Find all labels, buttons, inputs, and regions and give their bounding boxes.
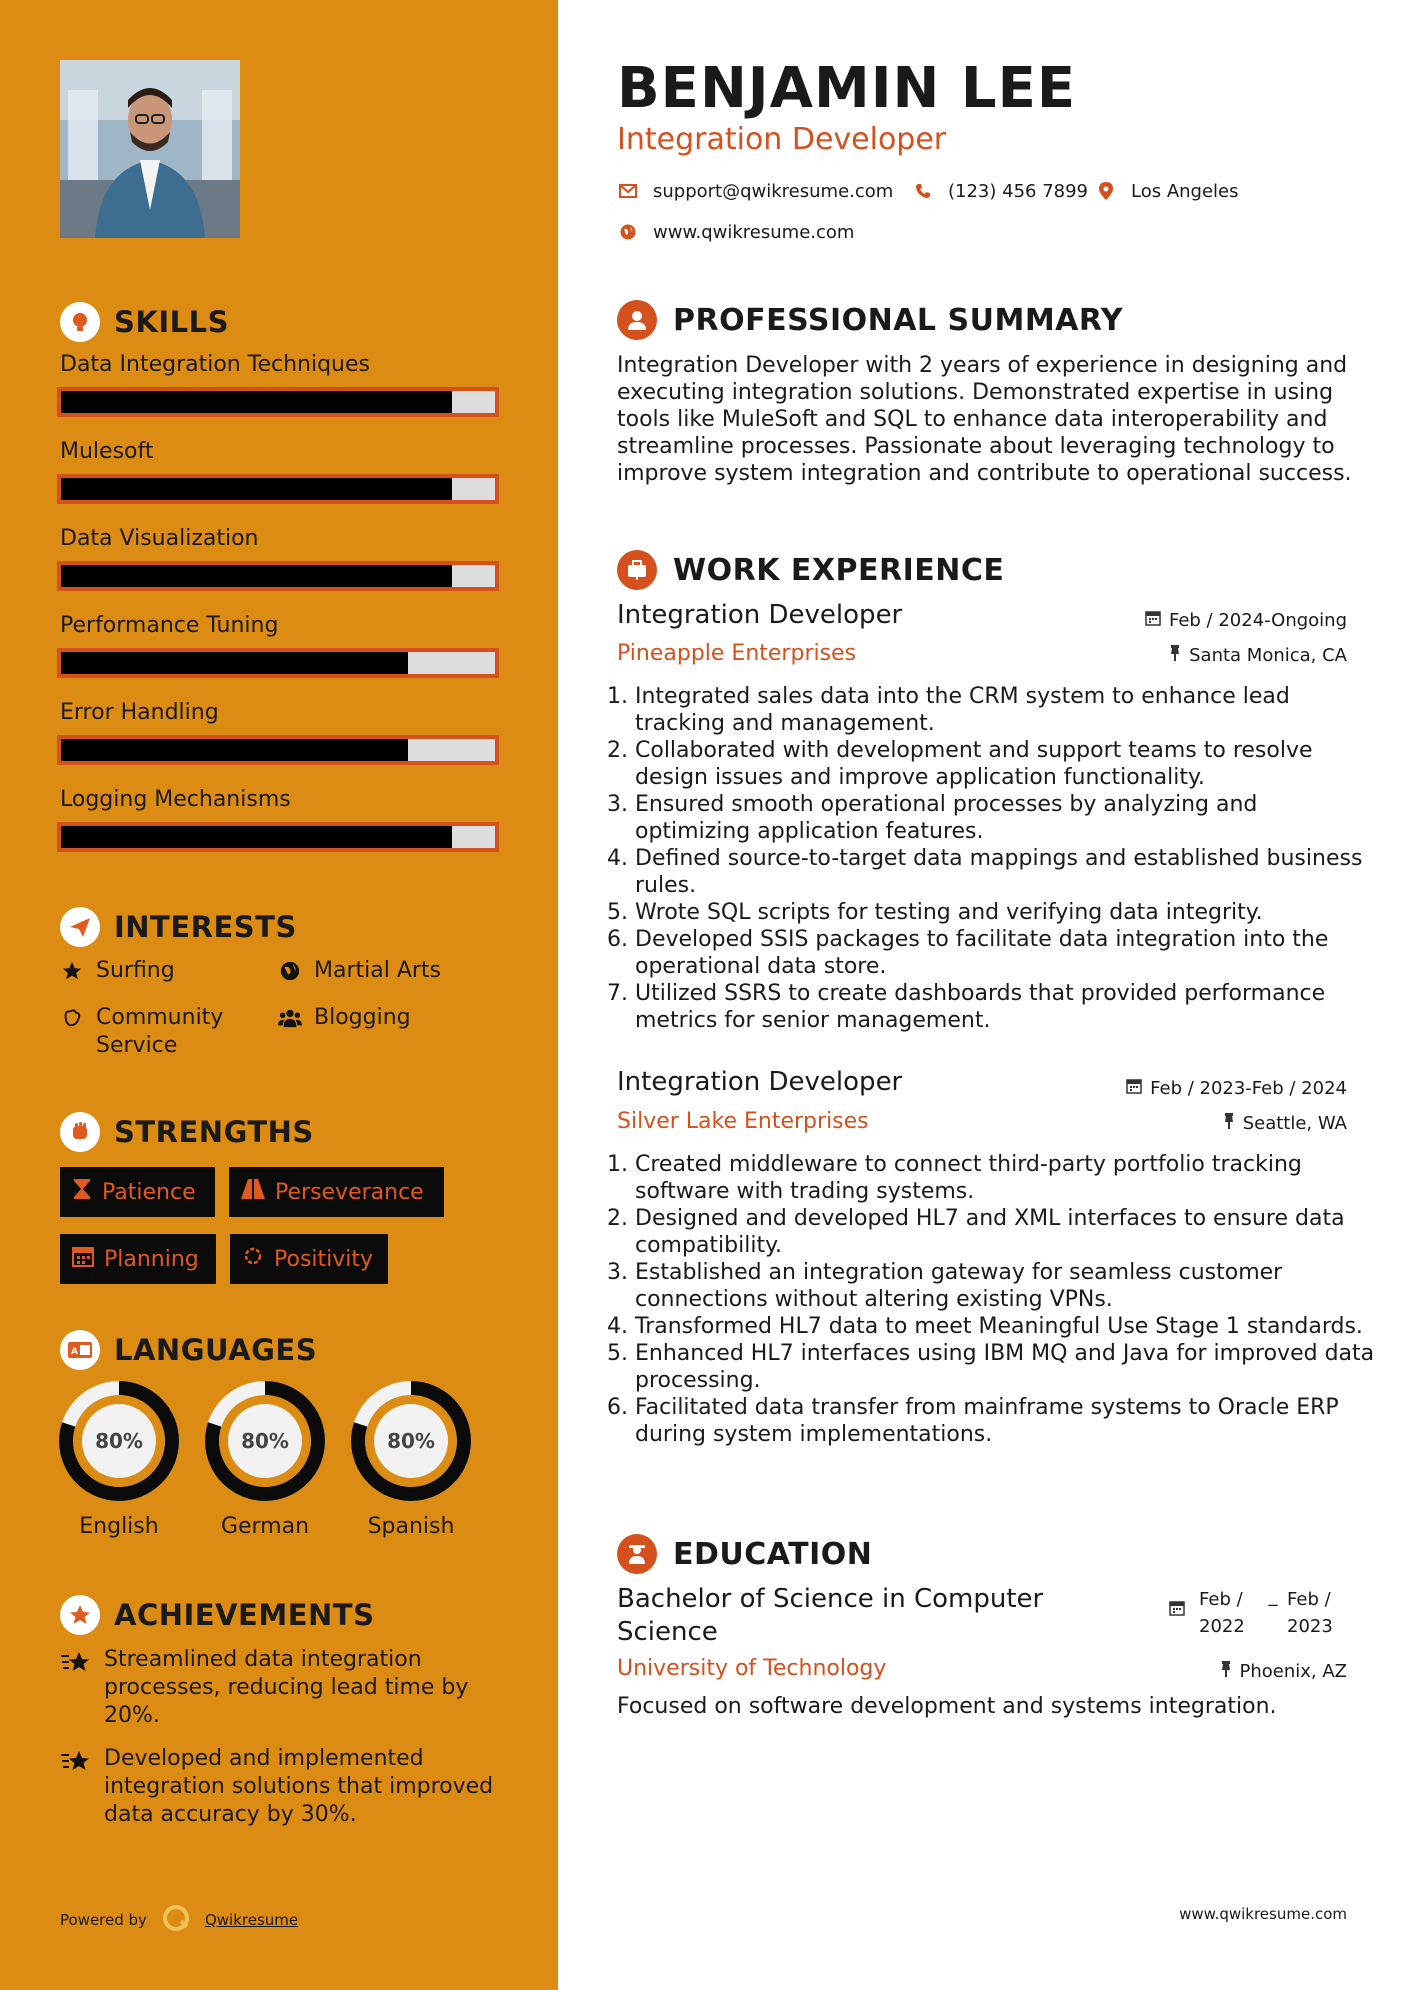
education-start-date: Feb / 2022: [1199, 1589, 1245, 1637]
job-bullet: 1. Integrated sales data into the CRM system to enhance lead tracking and management.: [635, 683, 1375, 737]
strength-tag: [60, 1234, 216, 1284]
job-location: [1223, 1113, 1347, 1134]
strength-label: Planning: [104, 1246, 199, 1272]
job-dates-text: Feb / 2024-Ongoing: [1168, 610, 1347, 631]
job-dates: [1126, 1078, 1347, 1099]
candidate-title: Integration Developer: [617, 122, 947, 157]
experience-heading: [617, 550, 1004, 590]
skills-heading: [60, 302, 229, 342]
powered-by-link[interactable]: Qwikresume: [204, 1911, 299, 1929]
job-location-text: Santa Monica, CA: [1189, 645, 1347, 666]
powered-by: [60, 1903, 298, 1937]
company-name: Pineapple Enterprises: [617, 641, 857, 666]
contact-email[interactable]: [617, 180, 893, 202]
profile-photo: [60, 60, 240, 238]
skill-bar-fill: [61, 565, 452, 587]
interest-label: Martial Arts: [314, 958, 442, 983]
language-ring: [350, 1380, 472, 1502]
strength-tag: [230, 1234, 388, 1284]
strength-tag: [60, 1167, 215, 1217]
contact-phone[interactable]: [912, 180, 1088, 202]
paper-plane-icon: [60, 907, 100, 947]
sun-icon: [242, 1245, 264, 1273]
contact-website[interactable]: [617, 221, 854, 243]
skill-bar-fill: [61, 391, 452, 413]
interest-item: [60, 1004, 260, 1060]
languages-title: LANGUAGES: [114, 1333, 318, 1367]
svg-text:A: A: [71, 1347, 78, 1357]
pin-icon: [1220, 1661, 1232, 1682]
candidate-name: BENJAMIN LEE: [617, 56, 1077, 121]
company-name: Silver Lake Enterprises: [617, 1109, 869, 1134]
language-item: [204, 1380, 326, 1539]
language-ring: [58, 1380, 180, 1502]
language-percent: 80%: [387, 1429, 435, 1453]
job-bullet: 5. Wrote SQL scripts for testing and verifying data integrity.: [635, 899, 1375, 926]
achievement-text: Developed and implemented integration solutions that improved data accuracy by 30%.: [104, 1746, 494, 1827]
award-icon: [60, 1595, 100, 1635]
job-bullets: [615, 683, 1375, 1034]
briefcase-icon: [617, 550, 657, 590]
language-ring: [204, 1380, 326, 1502]
skills-title: SKILLS: [114, 305, 229, 339]
achievement-item: [60, 1745, 500, 1829]
skill-label: Error Handling: [60, 700, 219, 725]
job-bullet: 5. Enhanced HL7 interfaces using IBM MQ and Java for improved data processing.: [635, 1340, 1375, 1394]
education-location: [1220, 1661, 1348, 1682]
job-bullet: 2. Collaborated with development and support teams to resolve design issues and improve application functionality.: [635, 737, 1375, 791]
job-bullet: 1. Created middleware to connect third-party portfolio tracking software with trading systems.: [635, 1151, 1375, 1205]
job-bullet: 3. Established an integration gateway for seamless customer connections without altering existing VPNs.: [635, 1259, 1375, 1313]
summary-text: Integration Developer with 2 years of experience in designing and executing integration solutions. Demonstrated expertise in using tools like MuleSoft and SQL to enhance data interoperability and streamline processes. Passionate about leveraging technology to improve system integration and contribute to operational success.: [617, 353, 1352, 486]
calendar-icon: [1126, 1078, 1142, 1099]
star-icon: [60, 957, 84, 985]
calendar-icon: [1169, 1600, 1185, 1621]
strengths-title: STRENGTHS: [114, 1115, 314, 1149]
skill-bar: [57, 822, 499, 852]
job-bullet: 6. Facilitated data transfer from mainframe systems to Oracle ERP during system implementations.: [635, 1394, 1375, 1448]
globe-icon: [617, 221, 639, 243]
shooting-star-icon: [60, 1745, 92, 1775]
powered-by-label: Powered by: [60, 1911, 147, 1929]
education-dates: Feb / 2022 _ Feb / 2023: [1169, 1586, 1347, 1640]
achievement-text: Streamlined data integration processes, reducing lead time by 20%.: [104, 1647, 469, 1728]
school-name: University of Technology: [617, 1656, 887, 1681]
envelope-icon: [617, 180, 639, 202]
graduate-icon: [617, 1534, 657, 1574]
achievement-item: [60, 1646, 500, 1730]
job-location: [1169, 645, 1347, 666]
strength-label: Patience: [102, 1179, 196, 1205]
skill-bar-fill: [61, 652, 408, 674]
hourglass-icon: [72, 1178, 92, 1206]
summary-heading: [617, 300, 1123, 340]
skill-bar: [57, 387, 499, 417]
education-description: Focused on software development and systems integration.: [617, 1694, 1277, 1719]
job-bullet: 3. Ensured smooth operational processes by analyzing and optimizing application features.: [635, 791, 1375, 845]
strength-label: Positivity: [274, 1246, 374, 1272]
website-text: www.qwikresume.com: [653, 221, 855, 243]
skill-bar-fill: [61, 478, 452, 500]
shooting-star-icon: [60, 1646, 92, 1676]
skill-label: Mulesoft: [60, 439, 154, 464]
interests-title: INTERESTS: [114, 910, 297, 944]
strengths-heading: [60, 1112, 314, 1152]
language-label: German: [220, 1514, 310, 1539]
interest-item: [60, 957, 175, 985]
job-dates: [1145, 610, 1347, 631]
interest-item: [278, 1004, 411, 1032]
map-pin-icon: [1095, 180, 1117, 202]
contact-location: [1095, 180, 1239, 202]
strength-label: Perseverance: [275, 1179, 424, 1205]
skill-bar: [57, 735, 499, 765]
interest-label: Surfing: [96, 958, 175, 983]
skill-label: Performance Tuning: [60, 613, 279, 638]
job-bullet: 2. Designed and developed HL7 and XML interfaces to ensure data compatibility.: [635, 1205, 1375, 1259]
job-bullet: 6. Developed SSIS packages to facilitate data integration into the operational data store.: [635, 926, 1375, 980]
job-bullet: 4. Defined source-to-target data mappings and established business rules.: [635, 845, 1375, 899]
language-label: English: [79, 1514, 159, 1539]
calendar-icon: [1145, 610, 1161, 631]
skill-label: Logging Mechanisms: [60, 787, 291, 812]
job-dates-text: Feb / 2023-Feb / 2024: [1150, 1078, 1347, 1099]
language-label: Spanish: [367, 1514, 455, 1539]
achievements-title: ACHIEVEMENTS: [114, 1598, 375, 1632]
phone-icon: [912, 180, 934, 202]
education-end-date: Feb / 2023: [1287, 1589, 1333, 1637]
strength-tag: [229, 1167, 444, 1217]
experience-title: WORK EXPERIENCE: [673, 552, 1005, 588]
skill-bar-fill: [61, 826, 452, 848]
language-item: [58, 1380, 180, 1539]
pin-icon: [1169, 645, 1181, 666]
skill-bar: [57, 648, 499, 678]
education-title: EDUCATION: [673, 1536, 873, 1572]
language-percent: 80%: [95, 1429, 143, 1453]
language-percent: 80%: [241, 1429, 289, 1453]
interest-item: [278, 957, 441, 985]
job-bullet: 4. Transformed HL7 data to meet Meaningful Use Stage 1 standards.: [635, 1313, 1375, 1340]
job-location-text: Seattle, WA: [1242, 1113, 1347, 1134]
skill-bar-fill: [61, 739, 408, 761]
job-bullets: [615, 1151, 1375, 1448]
fist-icon: [60, 1112, 100, 1152]
hand-icon: [60, 1004, 84, 1032]
email-text: support@qwikresume.com: [653, 180, 894, 202]
language-icon: [60, 1330, 100, 1370]
skill-label: Data Visualization: [60, 526, 259, 551]
interest-label: Community Service: [96, 1005, 224, 1058]
skill-bar: [57, 474, 499, 504]
education-location-text: Phoenix, AZ: [1239, 1661, 1347, 1682]
lightbulb-icon: [60, 302, 100, 342]
languages-heading: [60, 1330, 317, 1370]
calendar-icon: [72, 1245, 94, 1273]
footer-website[interactable]: www.qwikresume.com: [1179, 1905, 1347, 1923]
location-text: Los Angeles: [1131, 180, 1239, 202]
sidebar: [0, 0, 558, 1990]
qwikresume-logo-icon: [161, 1903, 191, 1937]
summary-title: PROFESSIONAL SUMMARY: [673, 302, 1124, 338]
degree-title: Bachelor of Science in Computer Science: [617, 1584, 1044, 1647]
language-item: [350, 1380, 472, 1539]
job-title: Integration Developer: [617, 600, 903, 630]
interest-label: Blogging: [314, 1005, 411, 1030]
education-heading: [617, 1534, 872, 1574]
achievements-heading: [60, 1595, 374, 1635]
phone-text: (123) 456 7899: [948, 180, 1089, 202]
job-title: Integration Developer: [617, 1067, 903, 1097]
pin-icon: [1223, 1113, 1235, 1134]
job-bullet: 7. Utilized SSRS to create dashboards that provided performance metrics for senior management.: [635, 980, 1375, 1034]
user-icon: [617, 300, 657, 340]
skill-bar: [57, 561, 499, 591]
globe-icon: [278, 957, 302, 985]
road-icon: [241, 1179, 265, 1205]
skill-label: Data Integration Techniques: [60, 352, 370, 377]
interests-heading: [60, 907, 297, 947]
users-icon: [278, 1004, 302, 1032]
